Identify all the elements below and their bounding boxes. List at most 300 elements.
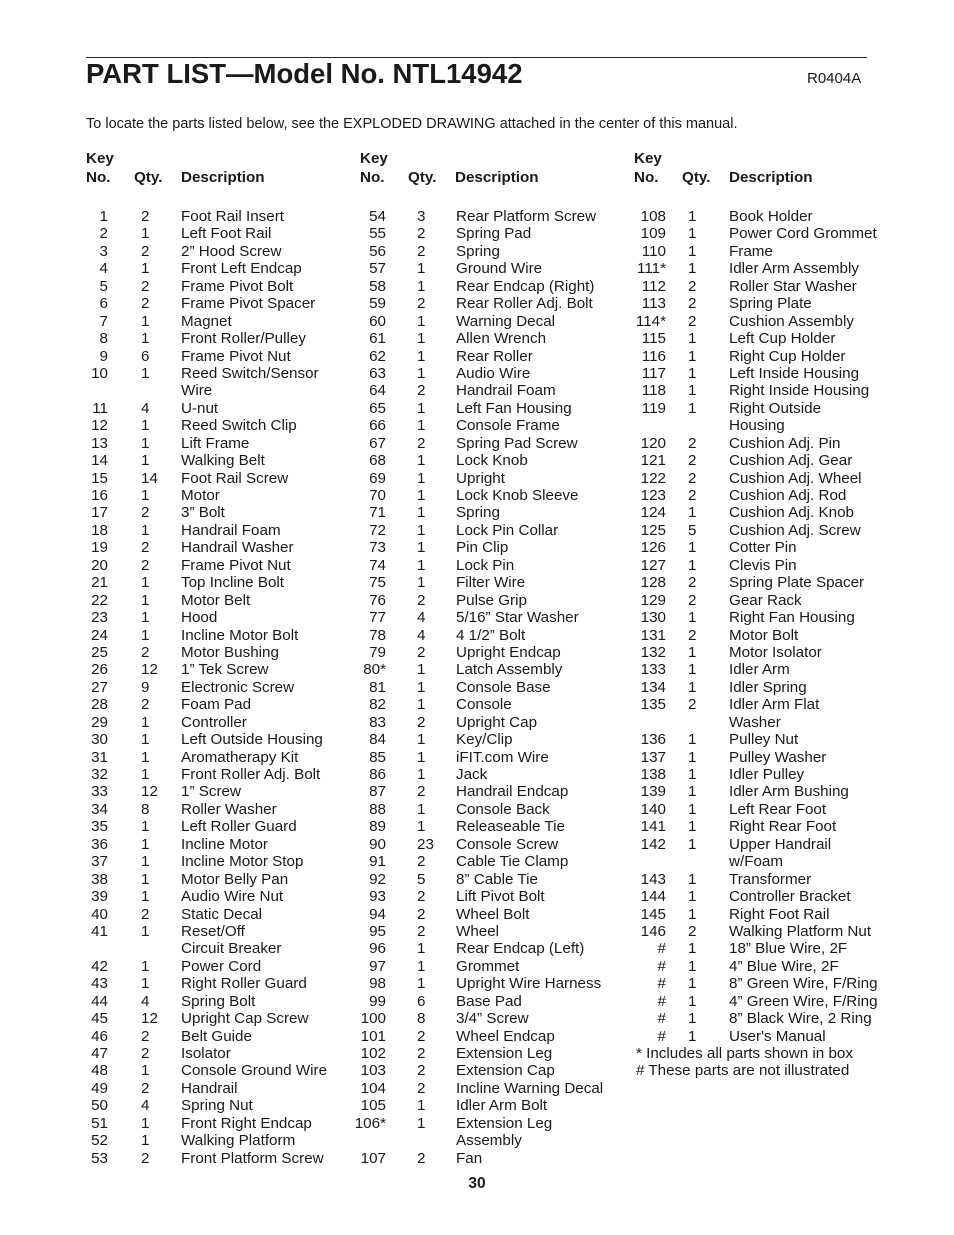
quantity: 1: [141, 487, 150, 504]
key-number: 92: [369, 870, 386, 888]
part-description: Lift Pivot Bolt: [456, 888, 545, 906]
part-row: [634, 295, 914, 312]
description-header: Description: [181, 169, 265, 186]
key-number: 34: [91, 800, 108, 818]
key-number: 76: [369, 591, 386, 609]
quantity: 5: [417, 870, 426, 888]
part-row: [634, 400, 914, 417]
key-number: 5: [99, 277, 108, 295]
part-description: Aromatherapy Kit: [181, 748, 299, 766]
quantity: 1: [417, 574, 426, 592]
part-description: Spring Plate: [729, 295, 812, 313]
part-row: [86, 783, 366, 800]
key-number: 104: [360, 1079, 386, 1097]
part-row: [86, 906, 366, 923]
part-description: Wheel Endcap: [456, 1027, 555, 1045]
part-row: [360, 295, 640, 312]
key-number: 133: [640, 661, 666, 679]
quantity: 1: [141, 853, 150, 871]
part-description: Pin Clip: [456, 539, 509, 557]
part-row: [634, 993, 914, 1010]
key-number: 42: [91, 957, 108, 975]
part-row: [634, 574, 914, 591]
part-description: Front Roller/Pulley: [181, 330, 306, 348]
key-number: 31: [91, 748, 108, 766]
key-number: 15: [91, 469, 108, 487]
key-number: 128: [640, 574, 666, 592]
part-row: [360, 923, 640, 940]
key-number: 12: [91, 417, 108, 435]
part-row: [86, 1097, 366, 1114]
key-number: 53: [91, 1149, 108, 1167]
part-description: Right Outside: [729, 399, 822, 417]
key-number: 106*: [354, 1114, 386, 1132]
key-number: 86: [369, 766, 386, 783]
part-row: [360, 574, 640, 591]
part-row: [360, 696, 640, 713]
key-number: 26: [91, 661, 108, 679]
part-row: [634, 958, 914, 975]
key-number: 84: [369, 731, 386, 749]
part-row: [360, 1062, 640, 1079]
quantity: 4: [417, 626, 426, 644]
part-row: [360, 539, 640, 556]
part-description: Frame Pivot Spacer: [181, 295, 316, 313]
part-description: Belt Guide: [181, 1027, 252, 1045]
key-number: 33: [91, 783, 108, 801]
part-description: Idler Arm: [729, 661, 790, 679]
key-number: 29: [91, 713, 108, 731]
part-row: [634, 731, 914, 748]
quantity: 1: [688, 870, 697, 888]
quantity: 1: [417, 556, 426, 574]
part-row: [360, 1097, 640, 1114]
quantity: 1: [417, 957, 426, 975]
key-number: 47: [91, 1045, 108, 1062]
quantity: 2: [688, 591, 697, 609]
part-row: [86, 644, 366, 661]
part-description: Motor: [181, 487, 220, 504]
quantity: 1: [688, 888, 697, 906]
part-row: [360, 1010, 640, 1027]
quantity: 1: [141, 748, 150, 766]
footnote: # These parts are not illustrated: [636, 1062, 850, 1080]
part-description: Frame: [729, 242, 773, 260]
quantity: 1: [417, 452, 426, 470]
quantity: 1: [141, 713, 150, 731]
quantity: 1: [688, 208, 697, 225]
part-description: Cushion Adj. Screw: [729, 521, 861, 539]
page-title: PART LIST—Model No. NTL14942: [86, 58, 523, 89]
quantity: 2: [417, 783, 426, 801]
part-row: [360, 940, 640, 957]
part-description: Motor Bolt: [729, 626, 799, 644]
quantity: 9: [141, 678, 150, 696]
part-description: Top Incline Bolt: [181, 574, 284, 592]
part-row: [86, 1028, 366, 1045]
quantity: 4: [141, 399, 150, 417]
part-description: Left Rear Foot: [729, 800, 827, 818]
quantity: 1: [417, 312, 426, 330]
quantity: 1: [141, 364, 150, 382]
quantity: 2: [141, 1045, 150, 1062]
key-number: 8: [99, 330, 108, 348]
quantity: 1: [141, 626, 150, 644]
part-row: [634, 313, 914, 330]
part-row: [634, 644, 914, 661]
part-description: 4” Green Wire, F/Ring: [729, 992, 878, 1010]
part-row: [86, 225, 366, 242]
quantity: 1: [417, 678, 426, 696]
part-row: [360, 958, 640, 975]
part-description: Extension Leg: [456, 1114, 553, 1132]
part-row: [86, 592, 366, 609]
part-row: [360, 435, 640, 452]
key-number: 50: [91, 1097, 108, 1115]
part-row: [360, 661, 640, 678]
part-row: [86, 557, 366, 574]
quantity: 2: [141, 295, 150, 313]
quantity: 1: [688, 609, 697, 627]
part-row: [360, 836, 640, 853]
part-row: [634, 278, 914, 295]
quantity: 1: [417, 696, 426, 714]
quantity: 1: [417, 399, 426, 417]
part-description: Incline Motor Bolt: [181, 626, 299, 644]
part-row: [360, 714, 640, 731]
quantity: 2: [688, 452, 697, 470]
quantity: 2: [688, 574, 697, 592]
part-description: Upper Handrail: [729, 835, 832, 853]
part-description: Circuit Breaker: [181, 940, 282, 958]
quantity: 1: [417, 975, 426, 993]
quantity: 2: [141, 696, 150, 714]
key-number: 72: [369, 521, 386, 539]
key-header-line2: No.: [634, 169, 659, 186]
quantity: 1: [688, 766, 697, 783]
quantity: 2: [141, 905, 150, 923]
quantity: 1: [688, 382, 697, 400]
part-row: [634, 470, 914, 487]
key-number: 41: [91, 922, 108, 940]
part-row: [360, 644, 640, 661]
key-number: 48: [91, 1062, 108, 1080]
part-description: Key/Clip: [456, 731, 513, 749]
part-description: 3” Bolt: [181, 504, 225, 522]
key-number: 51: [91, 1114, 108, 1132]
key-number: 142: [640, 835, 666, 853]
quantity: 1: [141, 574, 150, 592]
part-description: Reed Switch/Sensor: [181, 364, 319, 382]
part-row: [86, 627, 366, 644]
footnote: * Includes all parts shown in box: [636, 1045, 853, 1062]
quantity: 1: [688, 783, 697, 801]
key-number: 100: [360, 1010, 386, 1028]
part-description: Idler Spring: [729, 678, 807, 696]
part-description: Right Foot Rail: [729, 905, 830, 923]
key-number: 146: [640, 922, 666, 940]
quantity: 6: [141, 347, 150, 365]
key-number: 108: [640, 208, 666, 225]
part-row: [360, 731, 640, 748]
key-number: 37: [91, 853, 108, 871]
description-header: Description: [455, 169, 539, 186]
part-description: Idler Arm Assembly: [729, 260, 859, 278]
part-row: [86, 452, 366, 469]
part-row: [86, 1132, 366, 1149]
part-row: [86, 609, 366, 626]
part-description: Idler Pulley: [729, 766, 805, 783]
quantity: 1: [688, 399, 697, 417]
quantity: 2: [417, 382, 426, 400]
quantity: 2: [417, 434, 426, 452]
part-description: Upright Cap Screw: [181, 1010, 309, 1028]
key-number: 43: [91, 975, 108, 993]
part-row: [634, 783, 914, 800]
key-number: 140: [640, 800, 666, 818]
part-description: Clevis Pin: [729, 556, 797, 574]
part-row: [634, 1028, 914, 1045]
part-description: iFIT.com Wire: [456, 748, 549, 766]
quantity: 2: [417, 922, 426, 940]
part-description: Upright Endcap: [456, 643, 561, 661]
part-description: Foot Rail Insert: [181, 208, 284, 225]
part-row: [634, 871, 914, 888]
part-description: Right Roller Guard: [181, 975, 307, 993]
part-description: Spring Pad Screw: [456, 434, 578, 452]
key-number: 96: [369, 940, 386, 958]
quantity: 2: [688, 626, 697, 644]
part-row: [634, 557, 914, 574]
quantity: 12: [141, 661, 158, 679]
part-description: Cushion Adj. Rod: [729, 487, 847, 504]
quantity: 4: [141, 992, 150, 1010]
key-number: 22: [91, 591, 108, 609]
quantity: 1: [141, 434, 150, 452]
key-number: 40: [91, 905, 108, 923]
part-description: Right Fan Housing: [729, 609, 855, 627]
part-row: [360, 452, 640, 469]
part-row: [360, 278, 640, 295]
key-number: 145: [640, 905, 666, 923]
key-number: 129: [640, 591, 666, 609]
key-number: 52: [91, 1132, 108, 1150]
key-number: 117: [641, 364, 666, 382]
part-row: [360, 504, 640, 521]
key-number: 73: [369, 539, 386, 557]
part-description: Wire: [181, 382, 213, 400]
part-description: 4 1/2” Bolt: [456, 626, 526, 644]
key-number: #: [657, 975, 666, 993]
key-number: 39: [91, 888, 108, 906]
part-description: Right Inside Housing: [729, 382, 870, 400]
part-row: [634, 627, 914, 644]
part-row: [360, 906, 640, 923]
part-description: Motor Belly Pan: [181, 870, 289, 888]
part-row: [360, 243, 640, 260]
key-number: 69: [369, 469, 386, 487]
key-number: 97: [369, 957, 386, 975]
key-number: 13: [91, 434, 108, 452]
part-row: [86, 260, 366, 277]
part-description: Rear Endcap (Left): [456, 940, 585, 958]
part-description: Lock Pin: [456, 556, 515, 574]
quantity: 1: [688, 539, 697, 557]
part-row: [360, 470, 640, 487]
quantity: 5: [688, 521, 697, 539]
part-description: Console: [456, 696, 512, 714]
key-header-line1: Key: [86, 150, 114, 167]
quantity: 1: [417, 940, 426, 958]
part-description: Left Outside Housing: [181, 731, 323, 749]
quantity: 1: [688, 940, 697, 958]
key-number: 134: [640, 678, 666, 696]
part-description: Cable Tie Clamp: [456, 853, 569, 871]
key-number: 10: [91, 364, 108, 382]
part-description: Right Cup Holder: [729, 347, 846, 365]
key-number: 45: [91, 1010, 108, 1028]
part-description: Magnet: [181, 312, 232, 330]
key-number: 135: [640, 696, 666, 714]
key-number: 35: [91, 818, 108, 836]
part-description: Front Right Endcap: [181, 1114, 312, 1132]
part-row: [634, 452, 914, 469]
part-row: [360, 330, 640, 347]
part-description: Rear Platform Screw: [456, 208, 597, 225]
key-number: 49: [91, 1079, 108, 1097]
part-description: Cushion Adj. Wheel: [729, 469, 862, 487]
part-description: Controller: [181, 713, 247, 731]
part-description: Latch Assembly: [456, 661, 563, 679]
quantity: 1: [688, 364, 697, 382]
part-description: Left Inside Housing: [729, 364, 860, 382]
key-header-line1: Key: [360, 150, 388, 167]
part-row-continuation: [86, 940, 366, 957]
key-number: #: [657, 1010, 666, 1028]
quantity: 1: [141, 417, 150, 435]
quantity: 1: [688, 661, 697, 679]
part-description: Handrail Foam: [456, 382, 556, 400]
key-header-line2: No.: [86, 169, 111, 186]
document-code: R0404A: [807, 70, 862, 87]
quantity: 2: [688, 469, 697, 487]
part-row-continuation: [634, 417, 914, 434]
part-row: [86, 295, 366, 312]
part-description: Spring: [456, 242, 500, 260]
key-number: 141: [640, 818, 666, 836]
part-description: Allen Wrench: [456, 330, 547, 348]
part-row: [86, 975, 366, 992]
part-description: Handrail Endcap: [456, 783, 569, 801]
quantity: 1: [688, 731, 697, 749]
part-row: [634, 975, 914, 992]
key-number: 88: [369, 800, 386, 818]
part-description: Walking Platform: [181, 1132, 296, 1150]
part-description: Handrail Washer: [181, 539, 294, 557]
quantity: 1: [688, 347, 697, 365]
part-description: Rear Endcap (Right): [456, 277, 595, 295]
key-number: 30: [91, 731, 108, 749]
quantity: 2: [141, 208, 150, 225]
key-number: 109: [640, 225, 666, 243]
part-description: Fan: [456, 1149, 483, 1167]
part-row: [634, 818, 914, 835]
part-description: Motor Bushing: [181, 643, 279, 661]
part-row: [360, 766, 640, 783]
quantity: 1: [141, 835, 150, 853]
key-number: 107: [360, 1149, 386, 1167]
key-number: 56: [369, 242, 386, 260]
quantity: 2: [417, 1079, 426, 1097]
part-row: [86, 574, 366, 591]
part-row: [86, 993, 366, 1010]
part-description: Reset/Off: [181, 922, 245, 940]
quantity: 1: [141, 818, 150, 836]
part-row: [360, 260, 640, 277]
part-description: Handrail: [181, 1079, 238, 1097]
part-row: [634, 836, 914, 853]
part-description: Lock Knob: [456, 452, 528, 470]
part-description: Extension Cap: [456, 1062, 555, 1080]
key-number: #: [657, 957, 666, 975]
part-description: Hood: [181, 609, 218, 627]
qty-header: Qty.: [134, 169, 163, 186]
key-header-line1: Key: [634, 150, 662, 167]
part-description: Lift Frame: [181, 434, 250, 452]
part-description: 18” Blue Wire, 2F: [729, 940, 848, 958]
part-description: Motor Belt: [181, 591, 251, 609]
part-row: [86, 539, 366, 556]
part-row: [634, 330, 914, 347]
part-description: Filter Wire: [456, 574, 526, 592]
part-row: [86, 348, 366, 365]
quantity: 1: [417, 277, 426, 295]
key-number: 58: [369, 277, 386, 295]
quantity: 1: [688, 975, 697, 993]
part-description: Console Frame: [456, 417, 560, 435]
parts-rows: [354, 208, 640, 1167]
key-number: #: [657, 1027, 666, 1045]
quantity: 2: [688, 696, 697, 714]
key-number: 4: [99, 260, 108, 278]
quantity: 2: [141, 1027, 150, 1045]
part-row: [86, 766, 366, 783]
part-description: Audio Wire: [456, 364, 531, 382]
part-description: Front Left Endcap: [181, 260, 302, 278]
key-number: 57: [369, 260, 386, 278]
part-description: Power Cord: [181, 957, 262, 975]
key-number: 115: [641, 330, 666, 348]
part-row: [360, 348, 640, 365]
key-number: 111*: [637, 260, 666, 278]
part-row: [86, 487, 366, 504]
key-number: 55: [369, 225, 386, 243]
quantity: 1: [417, 347, 426, 365]
part-row: [360, 801, 640, 818]
key-number: 110: [641, 242, 666, 260]
part-description: Left Roller Guard: [181, 818, 297, 836]
key-number: 113: [641, 295, 666, 313]
part-description: Right Rear Foot: [729, 818, 837, 836]
key-number: 18: [91, 521, 108, 539]
key-number: 21: [91, 574, 108, 592]
part-row: [86, 836, 366, 853]
key-number: 120: [640, 434, 666, 452]
quantity: 2: [688, 277, 697, 295]
quantity: 6: [417, 992, 426, 1010]
quantity: 2: [688, 434, 697, 452]
part-row-continuation: [360, 1132, 640, 1149]
